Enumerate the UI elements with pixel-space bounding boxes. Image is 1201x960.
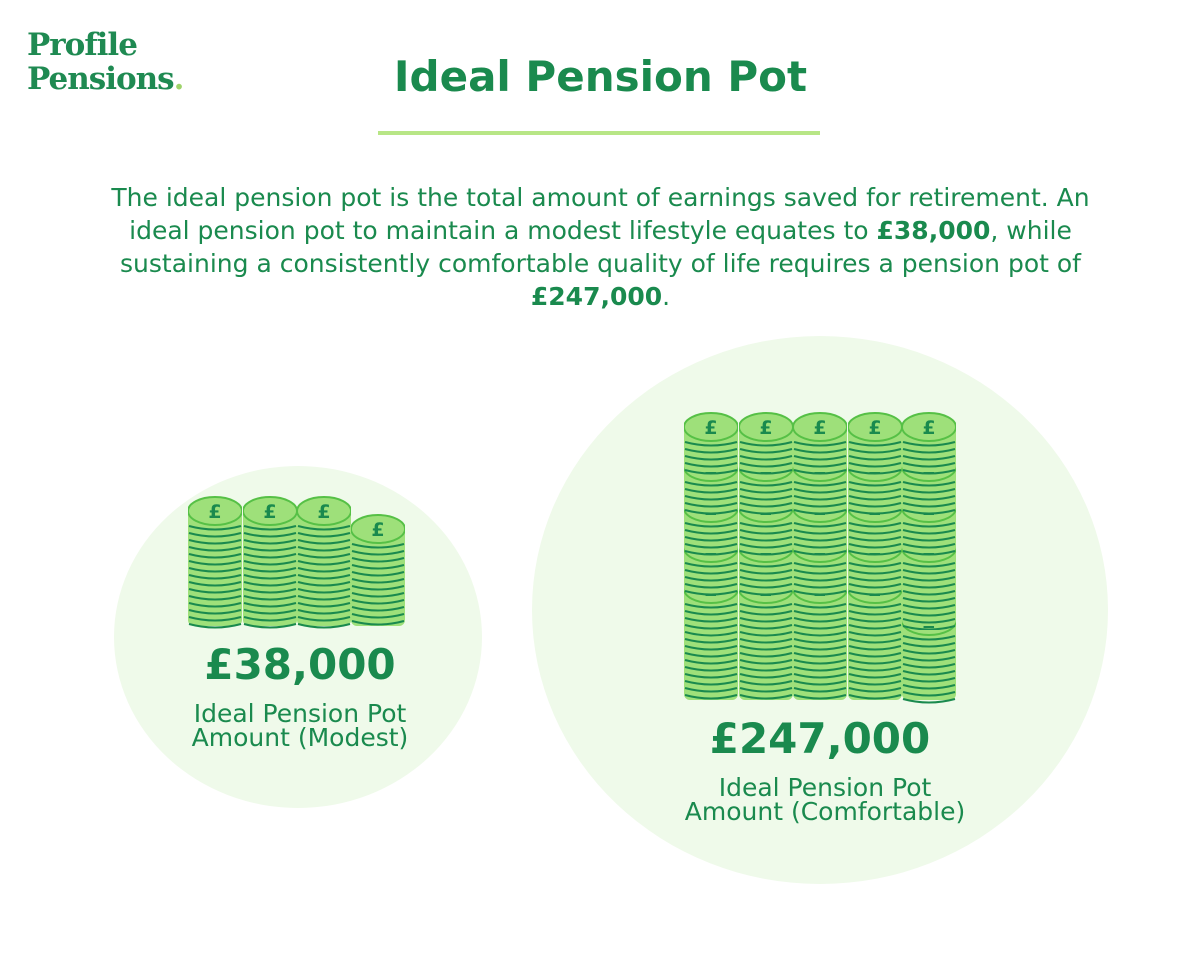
pound-coin-stack-icon [188, 496, 242, 630]
svg-text:£: £ [208, 501, 222, 523]
modest-caption-line-1: Ideal Pension Pot [193, 699, 407, 728]
svg-text:£: £ [922, 417, 936, 439]
intro-paragraph [90, 181, 1111, 313]
title-underline [378, 131, 820, 135]
pound-coin-stack-icon [684, 412, 738, 476]
page-title: Ideal Pension Pot [393, 52, 808, 101]
pound-coin-stack-icon [902, 412, 956, 476]
comfortable-caption-line-2: Amount (Comfortable) [684, 797, 966, 826]
intro-comfortable-value: £247,000 [530, 282, 663, 311]
intro-text-2: , while sustaining a consistently comfortable quality of life requires a pension pot of [120, 216, 1081, 278]
logo-word: Pensions [27, 61, 174, 97]
svg-text:£: £ [759, 417, 773, 439]
svg-text:£: £ [371, 519, 385, 541]
comfortable-caption [630, 773, 1020, 826]
comfortable-amount: £247,000 [709, 714, 931, 763]
pound-coin-stack-icon [243, 496, 297, 630]
svg-text:£: £ [868, 417, 882, 439]
pound-coin-stack-icon [351, 514, 405, 630]
intro-text-3: . [662, 282, 671, 311]
svg-text:£: £ [263, 501, 277, 523]
pound-coin-stack-icon [297, 496, 351, 630]
intro-modest-value: £38,000 [876, 216, 991, 245]
modest-caption-line-2: Amount (Modest) [191, 723, 409, 752]
modest-caption [140, 699, 460, 752]
logo-dot: . [173, 61, 184, 97]
modest-amount: £38,000 [204, 640, 396, 689]
pound-coin-stack-icon [793, 412, 847, 476]
intro-text-1: The ideal pension pot is the total amount of earnings saved for retirement. An ideal pension pot to maintain a modest lifestyle equates to [111, 183, 1090, 245]
svg-text:£: £ [317, 501, 331, 523]
pound-coin-stack-icon [848, 412, 902, 476]
svg-text:£: £ [704, 417, 718, 439]
comfortable-caption-line-1: Ideal Pension Pot [718, 773, 932, 802]
svg-text:£: £ [813, 417, 827, 439]
logo-line-1: Profile [27, 27, 137, 63]
pound-coin-stack-icon [739, 412, 793, 476]
